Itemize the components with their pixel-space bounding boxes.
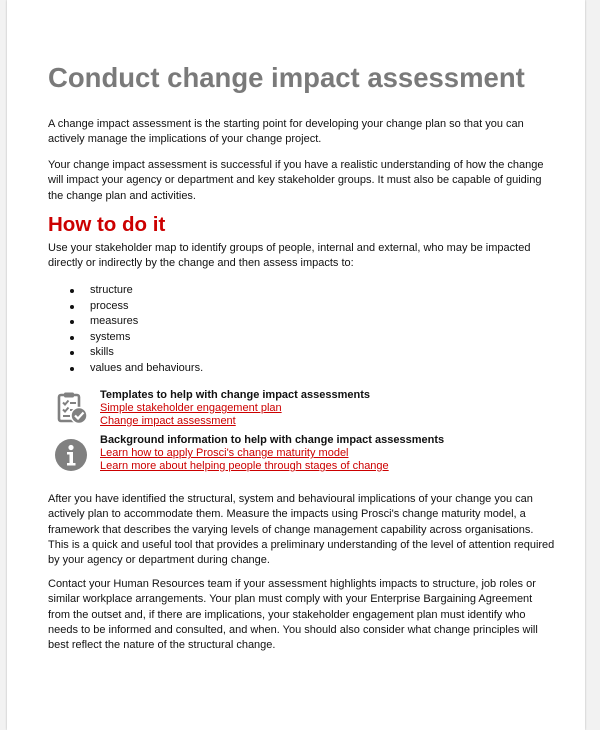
bullet-icon: [70, 305, 74, 309]
bullet-icon: [70, 367, 74, 371]
intro-paragraph: Your change impact assessment is successful if you have a realistic understanding of how the change will impact your agency or department and key stakeholder groups. It must also be capable of guiding the change plan and activities.: [48, 159, 544, 202]
impact-areas-list: [48, 283, 203, 377]
list-item-label: process: [90, 299, 129, 312]
bullet-icon: [70, 289, 74, 293]
prosci-maturity-model-link[interactable]: Learn how to apply Prosci's change maturity model: [100, 447, 349, 459]
stakeholder-engagement-plan-link[interactable]: Simple stakeholder engagement plan: [100, 402, 282, 414]
list-item: [48, 283, 203, 299]
bullet-icon: [70, 351, 74, 355]
list-item: [48, 299, 203, 315]
change-impact-assessment-link[interactable]: Change impact assessment: [100, 415, 236, 427]
info-icon: [54, 438, 88, 472]
list-item-label: values and behaviours.: [90, 361, 204, 374]
list-item: [48, 361, 203, 377]
list-item-label: measures: [90, 315, 139, 328]
templates-resource-text: [100, 389, 520, 428]
list-item: [48, 330, 203, 346]
stages-of-change-link[interactable]: Learn more about helping people through stages of change: [100, 460, 389, 472]
list-item: [48, 345, 203, 361]
document-page: [7, 0, 585, 730]
body-paragraph: After you have identified the structural, system and behavioural implications of your change you can actively plan to accommodate them. Measure the impacts using Prosci's change maturity model, a framework that describes the varying levels of change management capability across organisations. This is a quick and useful tool that provides a preliminary understanding of the level of attention required by your agency or department during change.: [48, 493, 555, 567]
list-item-label: structure: [90, 284, 133, 296]
page-title: Conduct change impact assessment: [48, 62, 525, 93]
how-to-paragraph: Use your stakeholder map to identify groups of people, internal and external, who may be impacted directly or indirectly by the change and then assess impacts to:: [48, 242, 531, 270]
list-item: [48, 314, 203, 330]
bullet-icon: [70, 336, 74, 340]
body-paragraph: Contact your Human Resources team if your assessment highlights impacts to structure, job roles or similar workplace arrangements. Your plan must comply with your Enterprise Bargaining Agreement from the outset and, if there are implications, your stakeholder engagement plan must identify who needs to be informed and consulted, and when. You should also consider what change principles will best reflect the nature of the structural change.: [48, 578, 538, 652]
intro-paragraph: A change impact assessment is the starting point for developing your change plan so that you can actively manage the implications of your change project.: [48, 118, 524, 146]
bullet-icon: [70, 320, 74, 324]
checklist-icon: [54, 391, 88, 425]
list-item-label: systems: [90, 330, 131, 343]
background-resource-text: [100, 434, 520, 473]
resource-heading: Background information to help with change impact assessments: [100, 434, 445, 446]
resource-heading: Templates to help with change impact assessments: [100, 389, 370, 401]
how-to-heading: How to do it: [48, 213, 166, 236]
list-item-label: skills: [90, 346, 114, 359]
